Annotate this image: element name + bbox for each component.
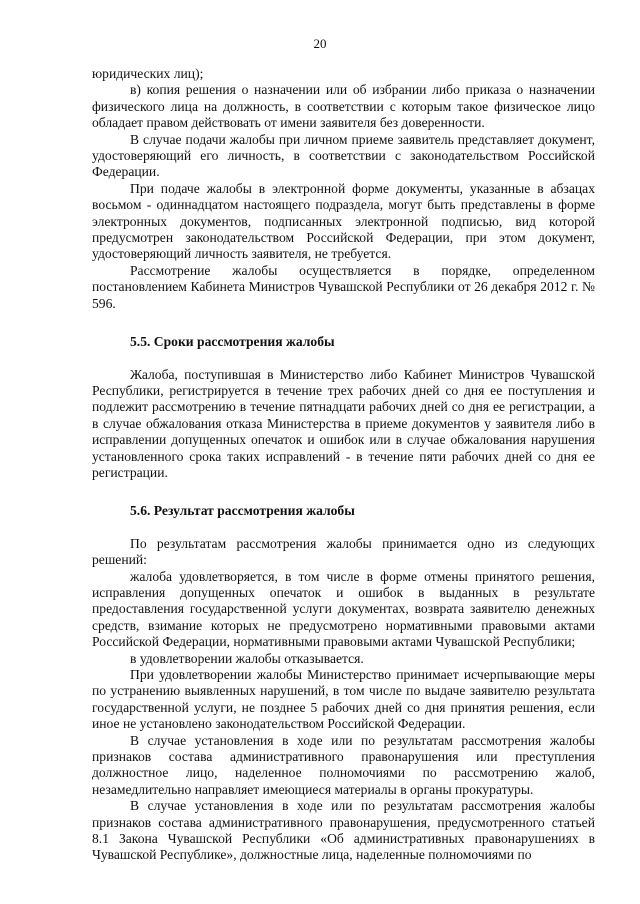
paragraph-review-terms: Жалоба, поступившая в Министерство либо Кабинет Министров Чувашской Республики, регистрируется в течение трех рабочих дней со дня ее поступления и подлежит рассмотрению в течение пятнадцати рабочих дней со дня ее регистрации, а в случае обжалования отказа Министерства в приеме документов у заявителя либо в исправлении допущенных опечаток и ошибок или в случае обжалования нарушения установленного срока таких исправлений - в течение пяти рабочих дней со дня ее регистрации.	[92, 366, 595, 480]
paragraph-continuation: юридических лиц);	[92, 66, 204, 81]
section-heading-5-5: 5.5. Сроки рассмотрения жалобы	[130, 334, 335, 350]
paragraph-copy-decision: в) копия решения о назначении или об избрании либо приказа о назначении физического лица на должность, в соответствии с которым такое физическое лицо обладает правом действовать от имени заявителя без доверенности.	[92, 82, 595, 131]
paragraph-complaint-satisfied: жалоба удовлетворяется, в том числе в форме отмены принятого решения, исправления допущенных опечаток и ошибок в выданных в результате предоставления государственной услуги документах, возврата заявителю денежных средств, взимание которых не предусмотрено нормативными правовыми актами Российской Федерации, нормативными правовыми актами Чувашской Республики;	[92, 568, 595, 650]
paragraph-prosecution-referral: В случае установления в ходе или по результатам рассмотрения жалобы признаков состава административного правонарушения или преступления должностное лицо, наделенное полномочиями по рассмотрению жалоб, незамедлительно направляет имеющиеся материалы в органы прокуратуры.	[92, 732, 595, 797]
paragraph-decision-options: По результатам рассмотрения жалобы принимается одно из следующих решений:	[92, 535, 595, 568]
paragraph-review-procedure: Рассмотрение жалобы осуществляется в порядке, определенном постановлением Кабинета Министров Чувашской Республики от 26 декабря 2012 г. № 596.	[92, 262, 595, 311]
section-heading-5-6: 5.6. Результат рассмотрения жалобы	[130, 503, 355, 519]
page-number: 20	[313, 36, 327, 51]
paragraph-remedial-measures: При удовлетворении жалобы Министерство принимает исчерпывающие меры по устранению выявленных нарушений, в том числе по выдаче заявителю результата государственной услуги, не позднее 5 рабочих дней со дня принятия решения, если иное не установлено законодательством Российской Федерации.	[92, 667, 595, 732]
spacer	[92, 312, 595, 334]
paragraph-complaint-rejected: в удовлетворении жалобы отказывается.	[130, 650, 364, 666]
paragraph-administrative-offense: В случае установления в ходе или по результатам рассмотрения жалобы признаков состава административного правонарушения, предусмотренного статьей 8.1 Закона Чувашской Республики «Об административных правонарушениях в Чувашской Республике», должностные лица, наделенные полномочиями по	[92, 798, 595, 863]
spacer	[92, 481, 595, 503]
spacer	[92, 520, 595, 536]
paragraph-electronic-form: При подаче жалобы в электронной форме документы, указанные в абзацах восьмом - одиннадцатом настоящего подраздела, могут быть представлены в форме электронных документов, подписанных электронной подписью, вид которой предусмотрен законодательством Российской Федерации, при этом документ, удостоверяющий личность заявителя, не требуется.	[92, 180, 595, 262]
paragraph-personal-reception: В случае подачи жалобы при личном приеме заявитель представляет документ, удостоверяющий его личность, в соответствии с законодательством Российской Федерации.	[92, 131, 595, 180]
spacer	[92, 351, 595, 367]
page-content	[92, 66, 595, 864]
